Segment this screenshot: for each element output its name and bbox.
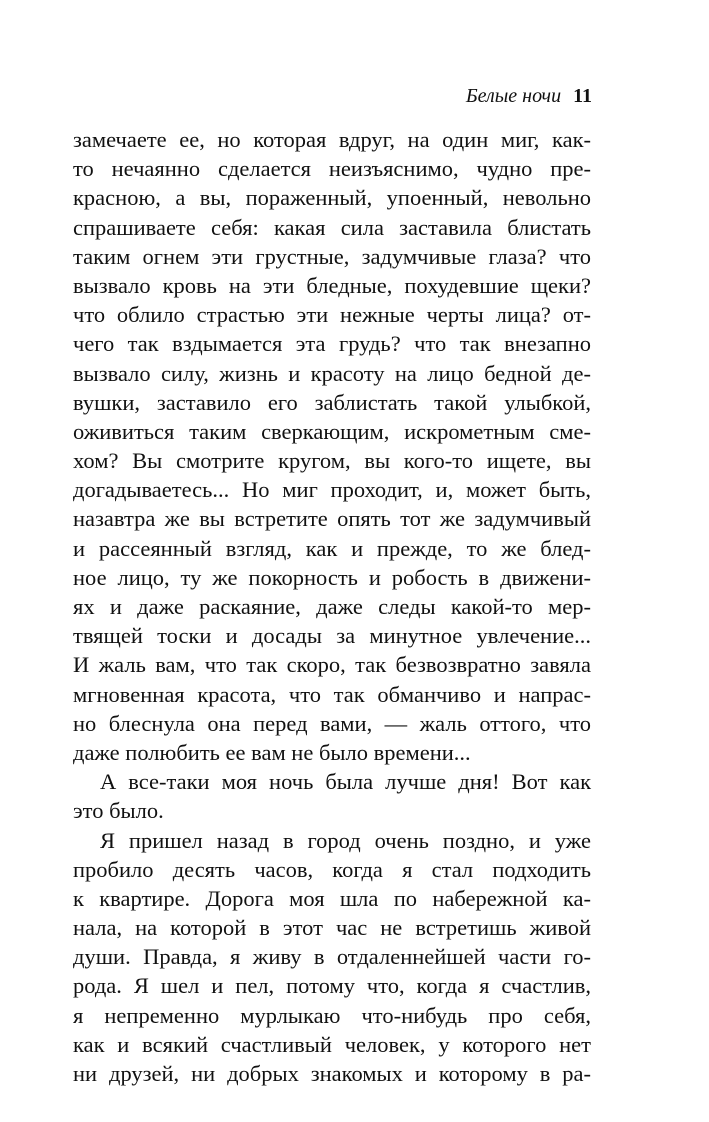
text-line: спрашиваете себя: какая сила заставила блистать: [73, 214, 591, 240]
text-line: И жаль вам, что так скоро, так безвозвратно завяла: [73, 652, 591, 678]
text-line: я непременно мурлыкаю что-нибудь про себя,: [73, 1002, 591, 1028]
text-line: но блеснула она перед вами, — жаль оттого, что: [73, 710, 591, 736]
body-text: [73, 125, 591, 1088]
text-line: твящей тоски и досады за минутное увлечение...: [73, 623, 591, 649]
text-line: то нечаянно сделается неизъяснимо, чудно пре-: [73, 156, 591, 182]
text-line: Я пришел назад в город очень поздно, и уже: [100, 827, 591, 853]
text-line: оживиться таким сверкающим, искрометным сме-: [73, 418, 591, 444]
text-line: А все-таки моя ночь была лучше дня! Вот как: [100, 769, 591, 795]
text-line: красною, а вы, пораженный, упоенный, невольно: [73, 185, 591, 211]
text-line: ни друзей, ни добрых знакомых и которому в ра-: [73, 1061, 591, 1086]
text-line: хом? Вы смотрите кругом, вы кого-то ищете, вы: [73, 448, 591, 474]
text-line: вызвало кровь на эти бледные, похудевшие щеки?: [73, 272, 591, 298]
text-line: ях и даже раскаяние, даже следы какой-то мер-: [73, 594, 591, 619]
running-title: Белые ночи: [465, 85, 562, 107]
text-line: что облило страстью эти нежные черты лица? от-: [73, 302, 591, 328]
running-header: [466, 84, 592, 108]
text-line: как и всякий счастливый человек, у которого нет: [73, 1031, 591, 1057]
text-line: и рассеянный взгляд, как и прежде, то же блед-: [73, 535, 591, 561]
text-line: назавтра же вы встретите опять тот же задумчивый: [73, 506, 591, 532]
text-line: чего так вздымается эта грудь? что так внезапно: [73, 331, 591, 357]
text-line: догадываетесь... Но миг проходит, и, может быть,: [73, 477, 591, 503]
text-line: вушки, заставило его заблистать такой улыбкой,: [73, 389, 591, 415]
text-line: души. Правда, я живу в отдаленнейшей части го-: [73, 944, 591, 970]
text-line: к квартире. Дорога моя шла по набережной ка-: [73, 885, 591, 911]
page-number: 11: [573, 85, 592, 107]
text-line: вызвало силу, жизнь и красоту на лицо бедной де-: [73, 360, 591, 386]
text-line: рода. Я шел и пел, потому что, когда я счастлив,: [73, 973, 591, 999]
text-line: это было.: [73, 798, 164, 824]
text-line: даже полюбить ее вам не было времени...: [73, 739, 471, 765]
text-line: мгновенная красота, что так обманчиво и напрас-: [73, 681, 591, 707]
text-line: ное лицо, ту же покорность и робость в движени-: [73, 564, 591, 590]
text-line: таким огнем эти грустные, задумчивые глаза? что: [73, 243, 591, 269]
text-line: замечаете ее, но которая вдруг, на один миг, как-: [73, 127, 591, 152]
text-line: нала, на которой в этот час не встретишь живой: [73, 915, 591, 941]
text-line: пробило десять часов, когда я стал подходить: [73, 856, 591, 882]
